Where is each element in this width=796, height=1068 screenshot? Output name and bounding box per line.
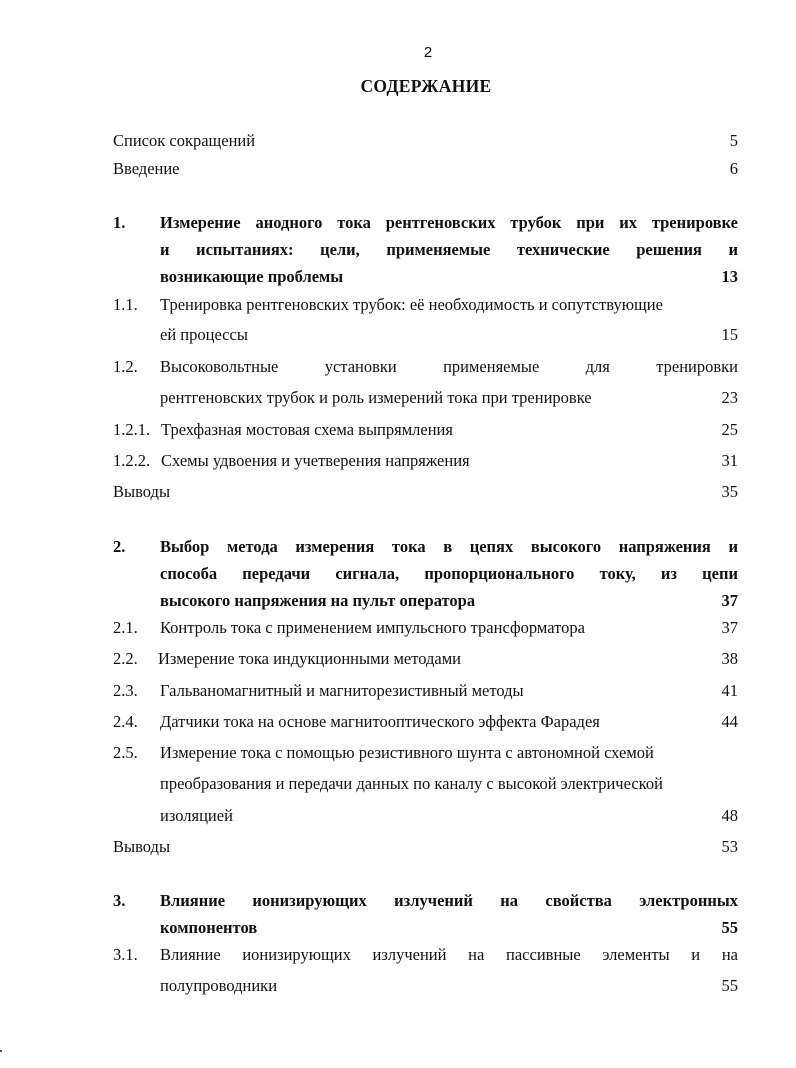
- toc-entry-text: Выводы: [113, 837, 171, 856]
- toc-entry-text: Влияние ионизирующих излучений на свойства электронных: [160, 891, 738, 910]
- toc-entry-page: 35: [721, 482, 738, 501]
- toc-entry-number: 1.1.: [113, 295, 138, 314]
- page-number: 2: [423, 44, 433, 61]
- toc-entry-text: Влияние ионизирующих излучений на пассивные элементы и на: [160, 945, 738, 964]
- toc-entry-page: 31: [721, 451, 738, 470]
- toc-entry-text: Схемы удвоения и учетверения напряжения: [161, 451, 470, 470]
- toc-entry-number: 2.5.: [113, 743, 138, 762]
- toc-entry-page: 48: [721, 806, 738, 825]
- toc-entry-page: 13: [721, 267, 738, 286]
- toc-entry-text: Датчики тока на основе магнитооптического эффекта Фарадея: [160, 712, 600, 731]
- page-title: СОДЕРЖАНИЕ: [360, 76, 492, 96]
- toc-entry-number: 2.4.: [113, 712, 138, 731]
- toc-entry-text: Введение: [113, 159, 180, 178]
- toc-entry-text: изоляцией: [160, 806, 233, 825]
- toc-entry-page: 23: [721, 388, 738, 407]
- toc-entry-text: Список сокращений: [113, 131, 256, 150]
- toc-entry-page: 55: [721, 918, 738, 937]
- toc-entry-number: 2.1.: [113, 618, 138, 637]
- toc-entry-page: 37: [721, 618, 738, 637]
- toc-entry-text: рентгеновских трубок и роль измерений тока при тренировке: [160, 388, 592, 407]
- toc-entry-number: 2.2.: [113, 649, 138, 668]
- toc-entry-text: способа передачи сигнала, пропорционального току, из цепи: [160, 564, 738, 583]
- toc-entry-page: 15: [721, 325, 738, 344]
- toc-entry-text: Гальваномагнитный и магниторезистивный методы: [160, 681, 524, 700]
- toc-entry-number: 1.2.1.: [113, 420, 151, 439]
- toc-entry-text: Измерение тока с помощью резистивного шунта с автономной схемой: [160, 743, 654, 762]
- toc-entry-number: 3.1.: [113, 945, 138, 964]
- toc-entry-page: 37: [721, 591, 738, 610]
- toc-entry-text: полупроводники: [160, 976, 278, 995]
- toc-entry-number: 2.3.: [113, 681, 138, 700]
- toc-entry-text: Выводы: [113, 482, 171, 501]
- toc-entry-text: Выбор метода измерения тока в цепях высокого напряжения и: [160, 537, 738, 556]
- toc-entry-text: Тренировка рентгеновских трубок: её необходимость и сопутствующие: [160, 295, 663, 314]
- toc-entry-page: 44: [721, 712, 738, 731]
- toc-entry-text: Измерение анодного тока рентгеновских трубок при их тренировке: [160, 213, 738, 232]
- toc-entry-text: ей процессы: [160, 325, 248, 344]
- toc-entry-text: высокого напряжения на пульт оператора: [160, 591, 476, 610]
- toc-entry-page: 41: [721, 681, 738, 700]
- toc-entry-text: и испытаниях: цели, применяемые технические решения и: [160, 240, 738, 259]
- toc-entry-page: 55: [721, 976, 738, 995]
- toc-entry-text: компонентов: [160, 918, 258, 937]
- toc-entry-text: возникающие проблемы: [160, 267, 344, 286]
- toc-entry-page: 38: [721, 649, 738, 668]
- toc-entry-number: 1.: [113, 213, 126, 232]
- toc-entry-page: 53: [721, 837, 738, 856]
- toc-entry-number: 1.2.: [113, 357, 138, 376]
- toc-entry-number: 2.: [113, 537, 126, 556]
- scan-mark: [0, 1050, 2, 1052]
- toc-entry-page: 6: [729, 159, 738, 178]
- toc-entry-page: 5: [729, 131, 738, 150]
- toc-entry-page: 25: [721, 420, 738, 439]
- toc-entry-text: Измерение тока индукционными методами: [158, 649, 462, 668]
- toc-entry-text: Контроль тока с применением импульсного трансформатора: [160, 618, 585, 637]
- toc-entry-text: преобразования и передачи данных по каналу с высокой электрической: [160, 774, 663, 793]
- toc-entry-number: 1.2.2.: [113, 451, 151, 470]
- toc-entry-text: Высоковольтные установки применяемые для тренировки: [160, 357, 738, 376]
- toc-entry-text: Трехфазная мостовая схема выпрямления: [161, 420, 453, 439]
- toc-entry-number: 3.: [113, 891, 126, 910]
